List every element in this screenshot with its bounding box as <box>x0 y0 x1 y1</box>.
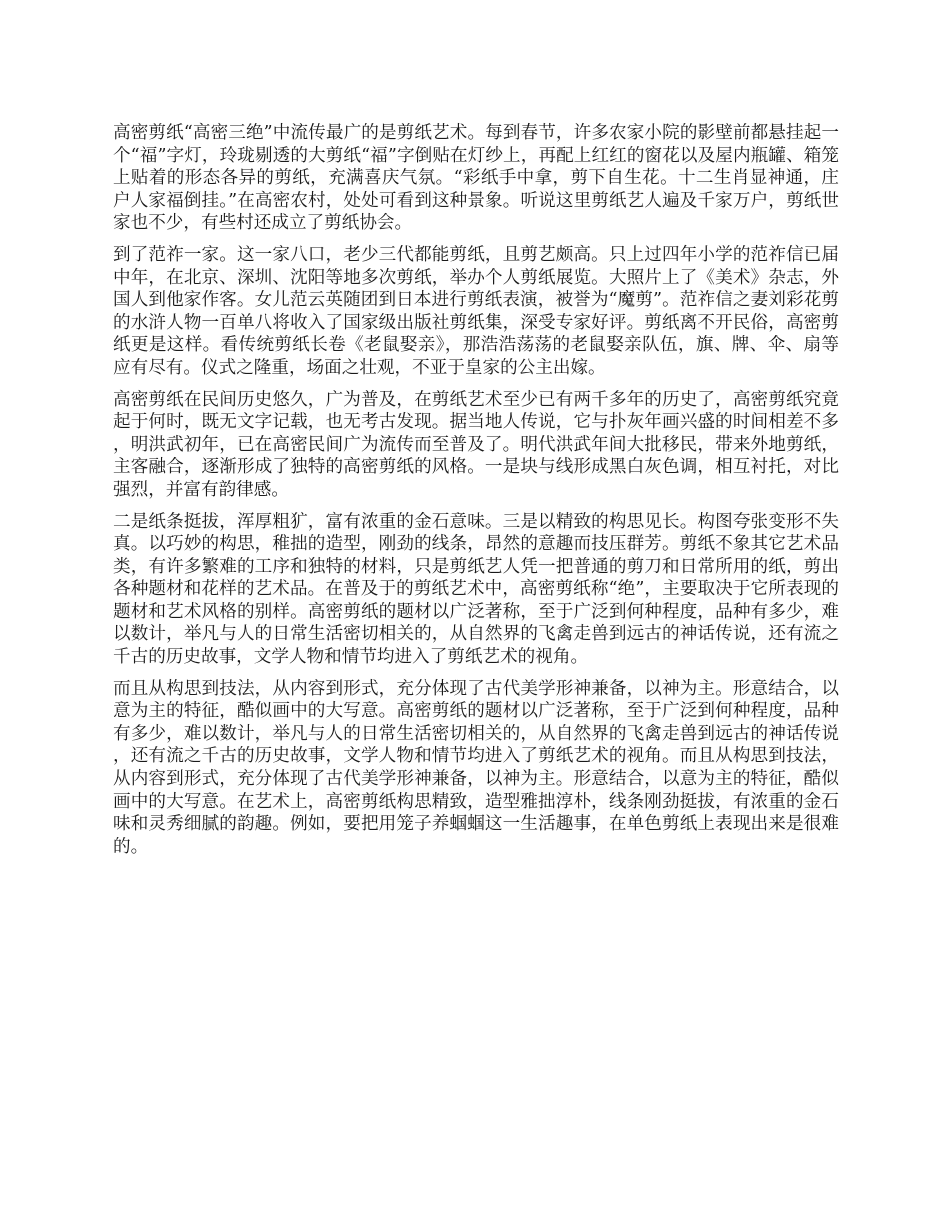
paragraph-1: 高密剪纸“高密三绝”中流传最广的是剪纸艺术。每到春节，许多农家小院的影壁前都悬挂起一个“福”字灯，玲珑剔透的大剪纸“福”字倒贴在灯纱上，再配上红红的窗花以及屋内瓶罐、箱笼上贴着的形态各异的剪纸，充满喜庆气氛。“彩纸手中拿，剪下自生花。十二生肖显神通，庄户人家福倒挂。”在高密农村，处处可看到这种景象。听说这里剪纸艺人遍及千家万户，剪纸世家也不少，有些村还成立了剪纸协会。 <box>113 123 839 234</box>
document-body <box>113 122 839 867</box>
paragraph-3: 高密剪纸在民间历史悠久，广为普及，在剪纸艺术至少已有两千多年的历史了，高密剪纸究竟起于何时，既无文字记载，也无考古发现。据当地人传说，它与扑灰年画兴盛的时间相差不多，明洪武初年，已在高密民间广为流传而至普及了。明代洪武年间大批移民，带来外地剪纸，主客融合，逐渐形成了独特的高密剪纸的风格。一是块与线形成黑白灰色调，相互衬托，对比强烈，并富有韵律感。 <box>113 389 839 500</box>
paragraph-5: 而且从构思到技法，从内容到形式，充分体现了古代美学形神兼备，以神为主。形意结合，以意为主的特征，酷似画中的大写意。高密剪纸的题材以广泛著称，至于广泛到何种程度，品种有多少，难以数计，举凡与人的日常生活密切相关的，从自然界的飞禽走兽到远古的神话传说，还有流之千古的历史故事，文学人物和情节均进入了剪纸艺术的视角。而且从构思到技法，从内容到形式，充分体现了古代美学形神兼备，以神为主。形意结合，以意为主的特征，酷似画中的大写意。在艺术上，高密剪纸构思精致，造型雅拙淳朴，线条刚劲挺拔，有浓重的金石味和灵秀细腻的韵趣。例如，要把用笼子养蝈蝈这一生活趣事，在单色剪纸上表现出来是很难的。 <box>113 678 839 857</box>
paragraph-4: 二是纸条挺拔，浑厚粗犷，富有浓重的金石意味。三是以精致的构思见长。构图夸张变形不失真。以巧妙的构思，稚拙的造型，刚劲的线条，昂然的意趣而技压群芳。剪纸不象其它艺术品类，有许多繁难的工序和独特的材料，只是剪纸艺人凭一把普通的剪刀和日常所用的纸，剪出各种题材和花样的艺术品。在普及于的剪纸艺术中，高密剪纸称“绝”，主要取决于它所表现的题材和艺术风格的别样。高密剪纸的题材以广泛著称，至于广泛到何种程度，品种有多少，难以数计，举凡与人的日常生活密切相关的，从自然界的飞禽走兽到远古的神话传说，还有流之千古的历史故事，文学人物和情节均进入了剪纸艺术的视角。 <box>113 511 839 668</box>
paragraph-2: 到了范祚一家。这一家八口，老少三代都能剪纸，且剪艺颇高。只上过四年小学的范祚信已届中年，在北京、深圳、沈阳等地多次剪纸，举办个人剪纸展览。大照片上了《美术》杂志，外国人到他家作客。女儿范云英随团到日本进行剪纸表演，被誉为“魔剪”。范祚信之妻刘彩花剪的水浒人物一百单八将收入了国家级出版社剪纸集，深受专家好评。剪纸离不开民俗，高密剪纸更是这样。看传统剪纸长卷《老鼠娶亲》，那浩浩荡荡的老鼠娶亲队伍，旗、牌、伞、扇等应有尽有。仪式之隆重，场面之壮观，不亚于皇家的公主出嫁。 <box>113 244 839 378</box>
